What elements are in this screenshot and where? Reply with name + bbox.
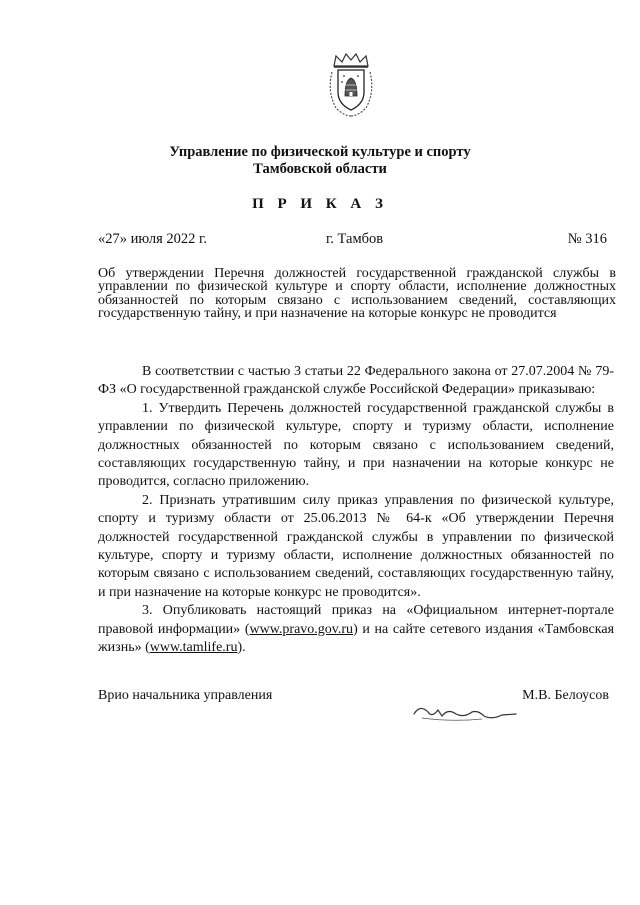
tamlife-link[interactable]: www.tamlife.ru: [149, 640, 238, 656]
pravo-link[interactable]: www.pravo.gov.ru: [249, 621, 354, 637]
org-name-line2: Тамбовской области: [253, 161, 387, 177]
order-date: «27» июля 2022 г.: [98, 231, 207, 247]
org-name-line1: Управление по физической культуре и спорту: [169, 144, 471, 160]
item-3-text-a: 3. Опубликовать настоящий приказ на «Официальном интернет-портале правовой информации» (: [98, 603, 614, 637]
document-title: П Р И К А З: [252, 196, 388, 212]
order-city: г. Тамбов: [326, 231, 384, 247]
signatory-role: Врио начальника управления: [98, 688, 273, 703]
preamble-paragraph: В соответствии с частью 3 статьи 22 Федерального закона от 27.07.2004 № 79-ФЗ «О государственной гражданской службе Российской Федерации» приказываю:: [98, 364, 614, 398]
item-3-paragraph: [98, 602, 614, 657]
signatory-name: М.В. Белоусов: [522, 688, 609, 703]
handwritten-signature-icon: [412, 700, 520, 726]
item-3-text-c: ).: [237, 640, 246, 656]
order-body: [98, 363, 614, 658]
item-2-paragraph: 2. Признать утратившим силу приказ управления по физической культуре, спорту и туризму области от 25.06.2013 № 64-к «Об утверждении Перечня должностей государственной гражданской службы в управлении по физической культуре, спорту и туризму области, исполнение должностных обязанностей по которым связано с использованием сведений, составляющих государственную тайну, и при назначение на которые конкурс не проводится».: [98, 492, 614, 600]
order-number: № 316: [567, 231, 607, 247]
item-3-text-b: ) и на сайте сетевого издания «Тамбовская жизнь» (: [98, 621, 615, 656]
coat-of-arms-icon: [326, 52, 376, 118]
order-subject: Об утверждении Перечня должностей государственной гражданской службы в управлении по физической культуре и спорту области, исполнение должностных обязанностей по которым связано с использованием сведений, составляющих государственную тайну, и при назначение на которые конкурс не проводится: [98, 266, 616, 322]
item-1-paragraph: 1. Утвердить Перечень должностей государственной гражданской службы в управлении по физической культуре, спорту и туризму области, исполнение должностных обязанностей по которым связано с использованием сведений, составляющих государственную тайну, и при назначении на которые конкурс не проводится, согласно приложению.: [98, 400, 614, 490]
